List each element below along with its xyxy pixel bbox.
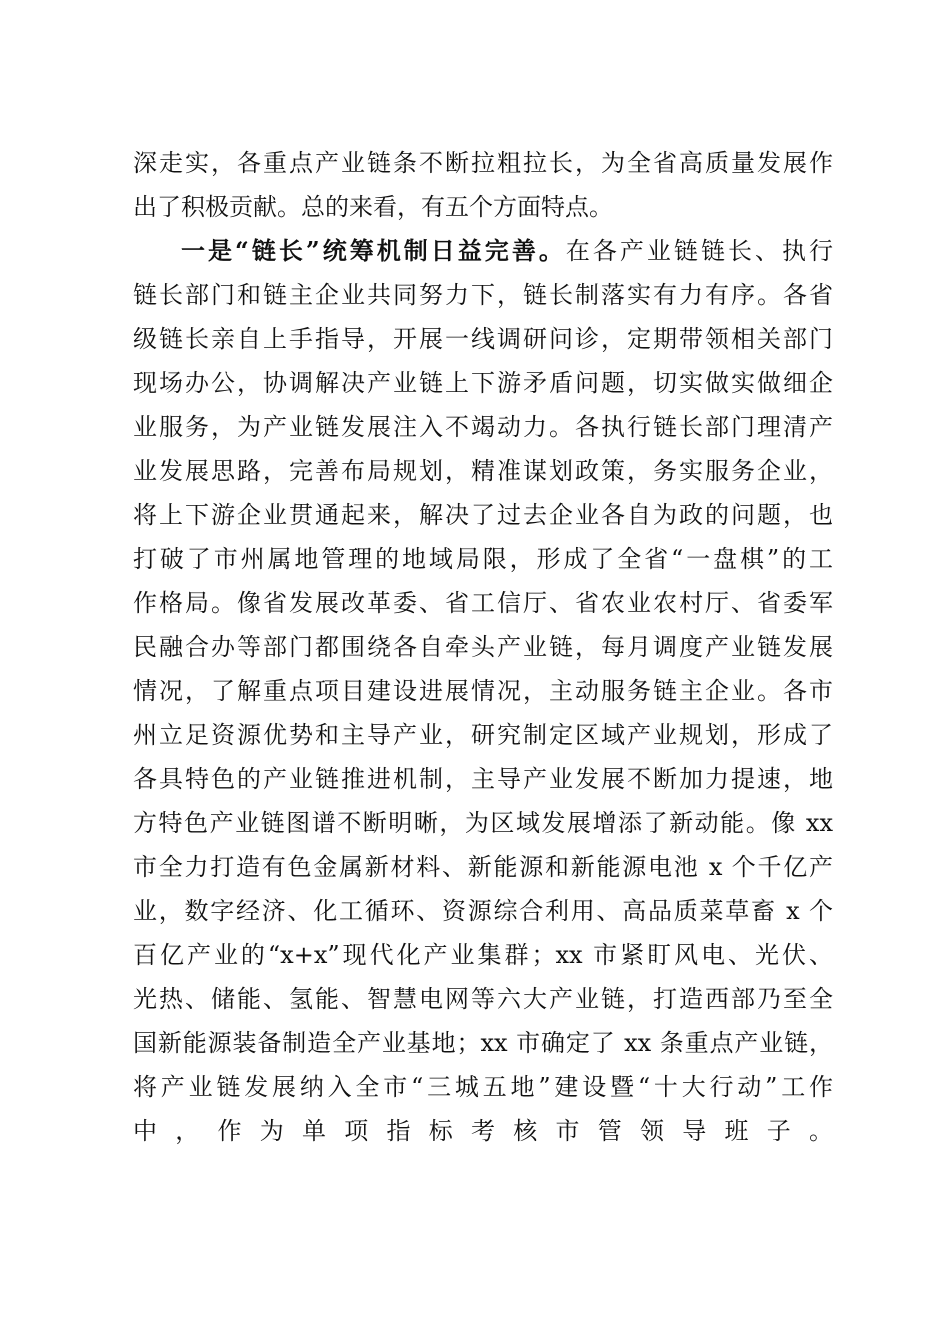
text-line: 中，作为单项指标考核市管领导班子。	[133, 1117, 833, 1145]
text-line: 链长部门和链主企业共同努力下，链长制落实有力有序。各省	[133, 281, 833, 309]
text-line: 市全力打造有色金属新材料、新能源和新能源电池 x 个千亿产	[133, 853, 833, 881]
text-line: 各具特色的产业链推进机制，主导产业发展不断加力提速，地	[133, 765, 833, 793]
text-line: 将上下游企业贯通起来，解决了过去企业各自为政的问题，也	[133, 501, 833, 529]
heading-continuation: 在各产业链链长、执行	[565, 237, 834, 265]
paragraph-heading-line	[133, 229, 833, 273]
text-line: 方特色产业链图谱不断明晰，为区域发展增添了新动能。像 xx	[133, 809, 833, 837]
text-line: 国新能源装备制造全产业基地；xx 市确定了 xx 条重点产业链，	[133, 1029, 833, 1057]
text-line: 级链长亲自上手指导，开展一线调研问诊，定期带领相关部门	[133, 325, 833, 353]
text-line: 打破了市州属地管理的地域局限，形成了全省“一盘棋”的工	[133, 545, 833, 573]
text-line: 深走实，各重点产业链条不断拉粗拉长，为全省高质量发展作	[133, 149, 833, 177]
text-line: 将产业链发展纳入全市“三城五地”建设暨“十大行动”工作	[133, 1073, 833, 1101]
text-line	[133, 1153, 833, 1197]
text-line: 现场办公，协调解决产业链上下游矛盾问题，切实做实做细企	[133, 369, 833, 397]
paragraph-heading: 一是“链长”统筹机制日益完善。	[181, 236, 566, 265]
text-line: 业，数字经济、化工循环、资源综合利用、高品质菜草畜 x 个	[133, 897, 833, 925]
text-line: 百亿产业的“x+x”现代化产业集群；xx 市紧盯风电、光伏、	[133, 941, 833, 969]
text-line: 作格局。像省发展改革委、省工信厅、省农业农村厅、省委军	[133, 589, 833, 617]
text-line: 业服务，为产业链发展注入不竭动力。各执行链长部门理清产	[133, 413, 833, 441]
text-line: 情况，了解重点项目建设进展情况，主动服务链主企业。各市	[133, 677, 833, 705]
text-line: 州立足资源优势和主导产业，研究制定区域产业规划，形成了	[133, 721, 833, 749]
text-line: 民融合办等部门都围绕各自牵头产业链，每月调度产业链发展	[133, 633, 833, 661]
body-text	[133, 141, 833, 1197]
text-line: 出了积极贡献。总的来看，有五个方面特点。	[133, 193, 613, 221]
text-line: 业发展思路，完善布局规划，精准谋划政策，务实服务企业，	[133, 457, 833, 485]
text-line: 光热、储能、氢能、智慧电网等六大产业链，打造西部乃至全	[133, 985, 833, 1013]
